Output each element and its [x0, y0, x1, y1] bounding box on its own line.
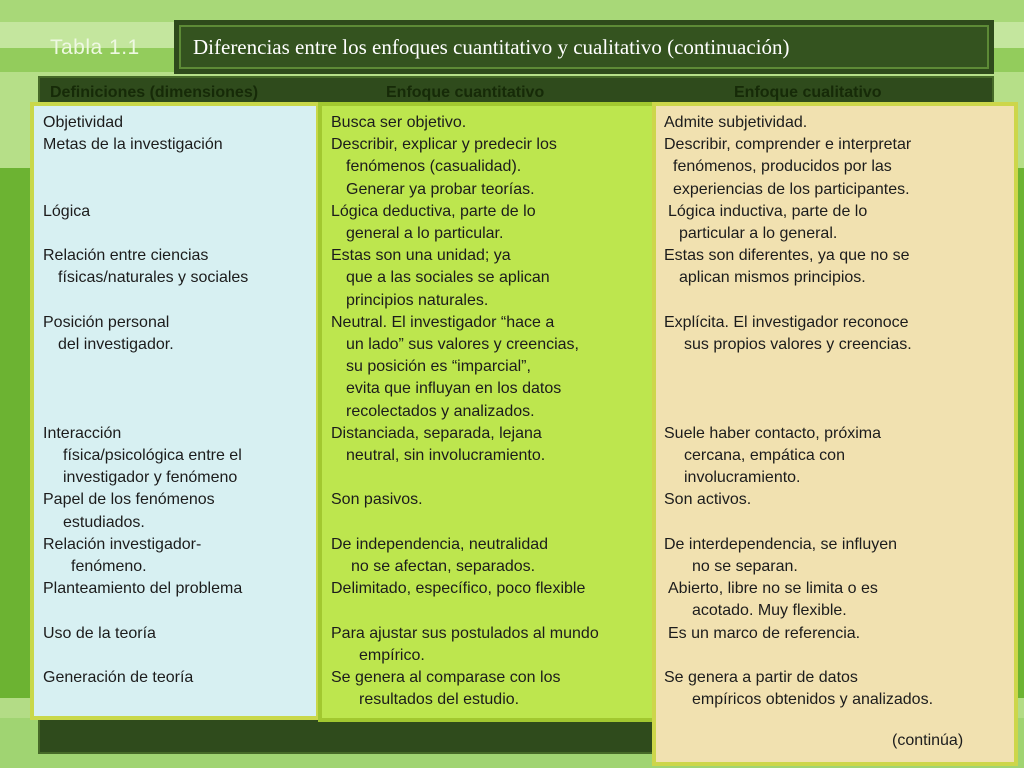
list-item	[664, 512, 1014, 534]
list-item	[43, 179, 316, 201]
list-item: Explícita. El investigador reconoce	[664, 313, 909, 331]
list-item: Lógica	[43, 202, 91, 220]
list-item: aplican mismos principios.	[679, 269, 866, 287]
list-item: principios naturales.	[346, 291, 489, 309]
list-item: empíricos obtenidos y analizados.	[692, 691, 934, 709]
list-item	[664, 645, 1014, 667]
list-item: Suele haber contacto, próxima	[664, 424, 882, 442]
slide-title: Diferencias entre los enfoques cuantitativo y cualitativo (continuación)	[179, 25, 989, 69]
list-item	[331, 600, 654, 622]
list-item: no se afectan, separados.	[351, 558, 536, 576]
list-item	[43, 645, 316, 667]
list-item: Se genera al comparase con los	[331, 669, 561, 687]
list-item	[664, 290, 1014, 312]
list-item: experiencias de los participantes.	[673, 180, 910, 198]
list-item: involucramiento.	[684, 469, 801, 487]
list-item: Admite subjetividad.	[664, 114, 808, 131]
list-item: estudiados.	[63, 513, 145, 531]
list-item: Busca ser objetivo.	[331, 114, 467, 131]
list-item	[43, 378, 316, 400]
quantitative-column	[318, 102, 658, 722]
table-label: Tabla 1.1	[50, 36, 140, 59]
list-item: neutral, sin involucramiento.	[346, 447, 546, 465]
list-item	[43, 356, 316, 378]
list-item: Generación de teoría	[43, 668, 194, 686]
list-item: evita que influyan en los datos	[346, 380, 562, 398]
list-item	[664, 356, 1014, 378]
list-item: Es un marco de referencia.	[668, 624, 861, 642]
list-item: Distanciada, separada, lejana	[331, 424, 542, 442]
list-item	[43, 290, 316, 312]
list-item: Abierto, libre no se limita o es	[668, 580, 878, 598]
list-item: Papel de los fenómenos	[43, 491, 215, 509]
list-item	[331, 467, 654, 489]
list-item: Posición personal	[43, 313, 170, 331]
list-item: cercana, empática con	[684, 446, 845, 464]
title-box	[174, 20, 994, 74]
list-item: Relación entre ciencias	[43, 247, 209, 265]
list-item: Relación investigador-	[43, 535, 202, 553]
list-item: fenómenos (casualidad).	[346, 158, 522, 176]
list-item: físicas/naturales y sociales	[58, 269, 249, 287]
list-item: resultados del estudio.	[359, 691, 520, 709]
qualitative-column	[652, 102, 1018, 766]
list-item	[43, 401, 316, 423]
list-item: Lógica deductiva, parte de lo	[331, 202, 536, 220]
list-item: Lógica inductiva, parte de lo	[668, 202, 868, 220]
list-item: un lado” sus valores y creencias,	[346, 336, 579, 354]
list-item: recolectados y analizados.	[346, 402, 535, 420]
list-item: Describir, comprender e interpretar	[664, 136, 912, 154]
header-quantitative: Enfoque cuantitativo	[386, 84, 545, 101]
list-item: Estas son una unidad; ya	[331, 247, 511, 265]
list-item: física/psicológica entre el	[63, 446, 242, 464]
list-item: no se separan.	[692, 557, 798, 575]
list-item: Neutral. El investigador “hace a	[331, 313, 555, 331]
list-item: Son activos.	[664, 491, 752, 509]
list-item: Generar ya probar teorías.	[346, 180, 535, 198]
list-item: investigador y fenómeno	[63, 469, 238, 487]
list-item	[664, 401, 1014, 423]
list-item	[43, 600, 316, 622]
list-item	[331, 512, 654, 534]
list-item: Metas de la investigación	[43, 136, 223, 154]
list-item: fenómeno.	[71, 557, 147, 575]
list-item: Son pasivos.	[331, 491, 423, 509]
dimensions-column	[30, 102, 320, 720]
header-dimensions: Definiciones (dimensiones)	[50, 84, 259, 101]
list-item	[664, 378, 1014, 400]
header-qualitative: Enfoque cualitativo	[734, 84, 882, 101]
list-item: De interdependencia, se influyen	[664, 535, 898, 553]
list-item: Planteamiento del problema	[43, 580, 243, 598]
list-item	[43, 223, 316, 245]
list-item: Para ajustar sus postulados al mundo	[331, 624, 599, 642]
list-item: fenómenos, producidos por las	[673, 158, 892, 176]
list-item: De independencia, neutralidad	[331, 535, 549, 553]
list-item: que a las sociales se aplican	[346, 269, 550, 287]
list-item: Describir, explicar y predecir los	[331, 136, 557, 154]
bg-stripe	[0, 0, 1024, 22]
list-item: general a lo particular.	[346, 225, 504, 243]
list-item: Objetividad	[43, 114, 124, 131]
list-item: del investigador.	[58, 335, 174, 353]
list-item: Estas son diferentes, ya que no se	[664, 247, 910, 265]
list-item: Se genera a partir de datos	[664, 668, 858, 686]
list-item: empírico.	[359, 646, 425, 664]
list-item: particular a lo general.	[679, 225, 838, 243]
list-item: Delimitado, específico, poco flexible	[331, 580, 586, 598]
list-item: Interacción	[43, 424, 122, 442]
list-item: acotado. Muy flexible.	[692, 602, 847, 620]
list-item: sus propios valores y creencias.	[684, 336, 912, 354]
list-item: su posición es “imparcial”,	[346, 358, 531, 376]
continued-note: (continúa)	[892, 732, 964, 749]
list-item	[43, 156, 316, 178]
list-item: Uso de la teoría	[43, 624, 156, 642]
